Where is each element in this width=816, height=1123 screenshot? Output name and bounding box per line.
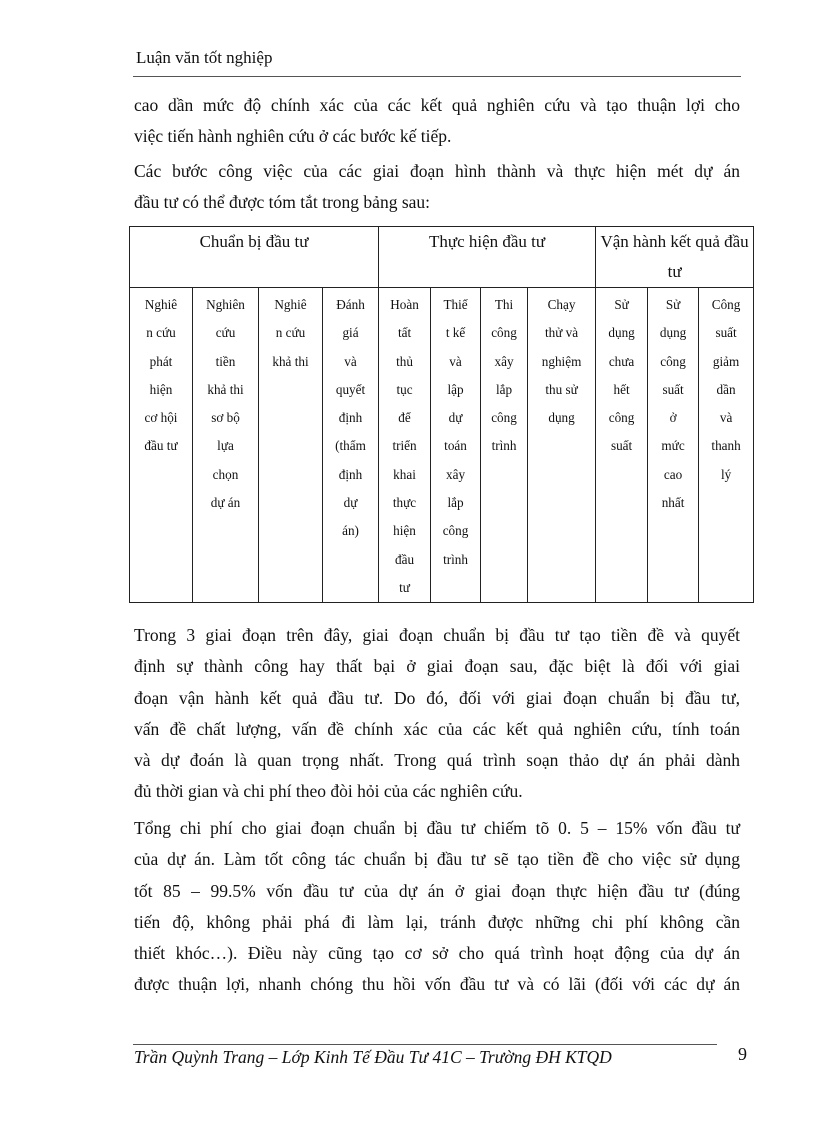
cell-line: thu sử (545, 381, 578, 397)
text-line: tiến độ, không phải phá đi làm lại, tránh được những chi phí không cần (134, 911, 740, 932)
cell-line: và (719, 410, 733, 426)
cell-line: lắp (447, 495, 464, 511)
table-cell (648, 288, 699, 603)
table-cell (323, 288, 379, 603)
paragraph-table-intro (134, 156, 740, 219)
cell-line: thực (392, 495, 417, 511)
cell-line: lắp (495, 381, 513, 397)
cell-line: khả thi (207, 381, 244, 397)
table-cell (130, 288, 193, 603)
running-header: Luận văn tốt nghiệp (136, 48, 273, 67)
cell-line: chưa (608, 353, 635, 369)
paragraph-stage-importance (134, 620, 740, 808)
cell-line: công (442, 523, 469, 539)
cell-line: công (660, 353, 686, 369)
paragraph-continuation (134, 90, 740, 153)
cell-line: dụng (548, 410, 575, 426)
investment-stages-table (129, 226, 754, 603)
cell-line: lựa (217, 438, 234, 454)
cell-line: công (491, 410, 517, 426)
table-cell (528, 288, 596, 603)
cell-line: dụng (608, 325, 635, 341)
cell-line: để (398, 410, 411, 426)
cell-line: đầu (395, 551, 415, 567)
cell-line: toán (444, 438, 467, 454)
cell-line: khả thi (272, 353, 309, 369)
cell-line: sơ bộ (211, 410, 240, 426)
cell-line: và (344, 353, 357, 369)
cell-line: tất (397, 325, 412, 341)
header-rule (133, 76, 741, 77)
cell-line: tiền (215, 353, 236, 369)
text-line: được thuận lợi, nhanh chóng thu hồi vốn đầu tư và có lãi (đối với các dự án (134, 974, 740, 995)
cell-line: chọn (212, 466, 239, 482)
cell-line: lập (447, 381, 464, 397)
table-cell (596, 288, 648, 603)
cell-line: n cứu (275, 325, 306, 341)
cell-line: suất (715, 325, 737, 341)
cell-line: tư (399, 579, 410, 595)
text-line: định sự thành công hay thất bại ở giai đoạn sau, đặc biệt là đối với giai (134, 656, 740, 677)
cell-line: giá (342, 325, 359, 341)
footer-author: Trần Quỳnh Trang – Lớp Kinh Tế Đầu Tư 41C – Trường ĐH KTQD (134, 1047, 612, 1067)
cell-line: khai (393, 466, 416, 482)
cell-line: dự án (210, 495, 241, 511)
cell-line: hiện (393, 523, 416, 539)
cell-line: Sử (665, 297, 681, 312)
text-line: của dự án. Làm tốt công tác chuẩn bị đầu tư sẽ tạo tiền đề cho việc sử dụng (134, 849, 740, 870)
group-preparation: Chuẩn bị đầu tư (130, 227, 379, 288)
text-line: thiết khóc…). Điều này cũng tạo cơ sở cho quá trình hoạt động của dự án (134, 943, 740, 964)
group-operation (596, 227, 754, 288)
cell-line: thủ (396, 353, 413, 369)
cell-line: dự (343, 495, 358, 511)
cell-line: lý (720, 466, 732, 482)
cell-line: hết (613, 381, 630, 397)
text-line: Trong 3 giai đoạn trên đây, giai đoạn chuẩn bị đầu tư tạo tiền đề và quyết (134, 625, 740, 645)
table-cell (481, 288, 528, 603)
cell-line: xây (494, 353, 514, 369)
table-cell (193, 288, 259, 603)
cell-line: triển (392, 438, 417, 454)
text-line: Các bước công việc của các giai đoạn hình thành và thực hiện mét dự án (134, 161, 740, 181)
cell-line: Sử (614, 297, 629, 312)
cell-line: dụng (659, 325, 687, 341)
cell-line: án) (342, 523, 359, 539)
cell-line: cao (663, 466, 683, 482)
cell-line: mức (661, 438, 685, 454)
cell-line: nhất (661, 495, 685, 511)
cell-line: suất (610, 438, 633, 454)
cell-line: công (491, 325, 517, 341)
text-line: cao dần mức độ chính xác của các kết quả nghiên cứu và tạo thuận lợi cho (134, 95, 740, 115)
cell-line: thử và (544, 325, 579, 341)
cell-line: Hoàn (390, 297, 419, 312)
cell-line: xây (446, 466, 466, 482)
cell-line: tục (396, 381, 413, 397)
cell-line: Nghiên (206, 297, 245, 312)
cell-line: hiện (149, 381, 173, 397)
cell-line: định (338, 410, 363, 426)
cell-line: trình (443, 551, 468, 567)
cell-line: Nghiê (274, 297, 307, 312)
text-line: tốt 85 – 99.5% vốn đầu tư của dự án ở giai đoạn thực hiện đầu tư (đúng (134, 880, 740, 901)
cell-line: trình (491, 438, 517, 454)
cell-line: giảm (712, 353, 740, 369)
cell-line: dự (448, 410, 463, 426)
cell-line: và (449, 353, 462, 369)
cell-line: Thi (494, 297, 514, 312)
cell-line: quyết (335, 381, 366, 397)
cell-line: Công (711, 297, 741, 312)
table-header-row (130, 227, 754, 288)
text-line: việc tiến hành nghiên cứu ở các bước kế tiếp. (134, 126, 452, 147)
table-cell (259, 288, 323, 603)
cell-line: Thiế (443, 297, 468, 312)
cell-line: cứu (215, 325, 236, 341)
table-cell (379, 288, 431, 603)
cell-line: đầu tư (144, 438, 178, 454)
table-cell (699, 288, 754, 603)
text-line: đầu tư có thể được tóm tắt trong bảng sau: (134, 192, 431, 213)
group-implementation: Thực hiện đầu tư (379, 227, 596, 288)
text-line: đoạn vận hành kết quả đầu tư. Do đó, đối với giai đoạn chuẩn bị đầu tư, (134, 687, 740, 708)
cell-line: nghiệm (541, 353, 582, 369)
paragraph-cost (134, 813, 740, 1001)
cell-line: thanh (711, 438, 741, 454)
cell-line: Nghiê (144, 297, 178, 312)
footer-rule (133, 1044, 717, 1045)
page-number: 9 (738, 1044, 747, 1064)
cell-line: Đánh (336, 297, 365, 312)
cell-line: công (608, 410, 635, 426)
table-row (130, 288, 754, 603)
cell-line: n cứu (146, 325, 176, 341)
cell-line: (thẩm (335, 438, 366, 454)
text-line: và dự đoán là quan trọng nhất. Trong quá trình soạn thảo dự án phải dành (134, 750, 740, 771)
cell-line: Chạy (547, 297, 576, 312)
cell-line: dần (716, 381, 736, 397)
group-operation-label: Vận hành kết quả đầu tư (600, 232, 749, 281)
cell-line: cơ hội (144, 410, 178, 426)
cell-line: định (338, 466, 363, 482)
table-cell (431, 288, 481, 603)
text-line: đủ thời gian và chi phí theo đòi hỏi của các nghiên cứu. (134, 781, 523, 802)
cell-line: ở (669, 410, 677, 426)
text-line: Tổng chi phí cho giai đoạn chuẩn bị đầu tư chiếm tõ 0. 5 – 15% vốn đầu tư (134, 818, 740, 838)
cell-line: t kế (445, 325, 466, 341)
cell-line: suất (662, 381, 684, 397)
cell-line: phát (149, 353, 173, 369)
text-line: vấn đề chất lượng, vấn đề chính xác của các kết quả nghiên cứu, tính toán (134, 718, 740, 739)
